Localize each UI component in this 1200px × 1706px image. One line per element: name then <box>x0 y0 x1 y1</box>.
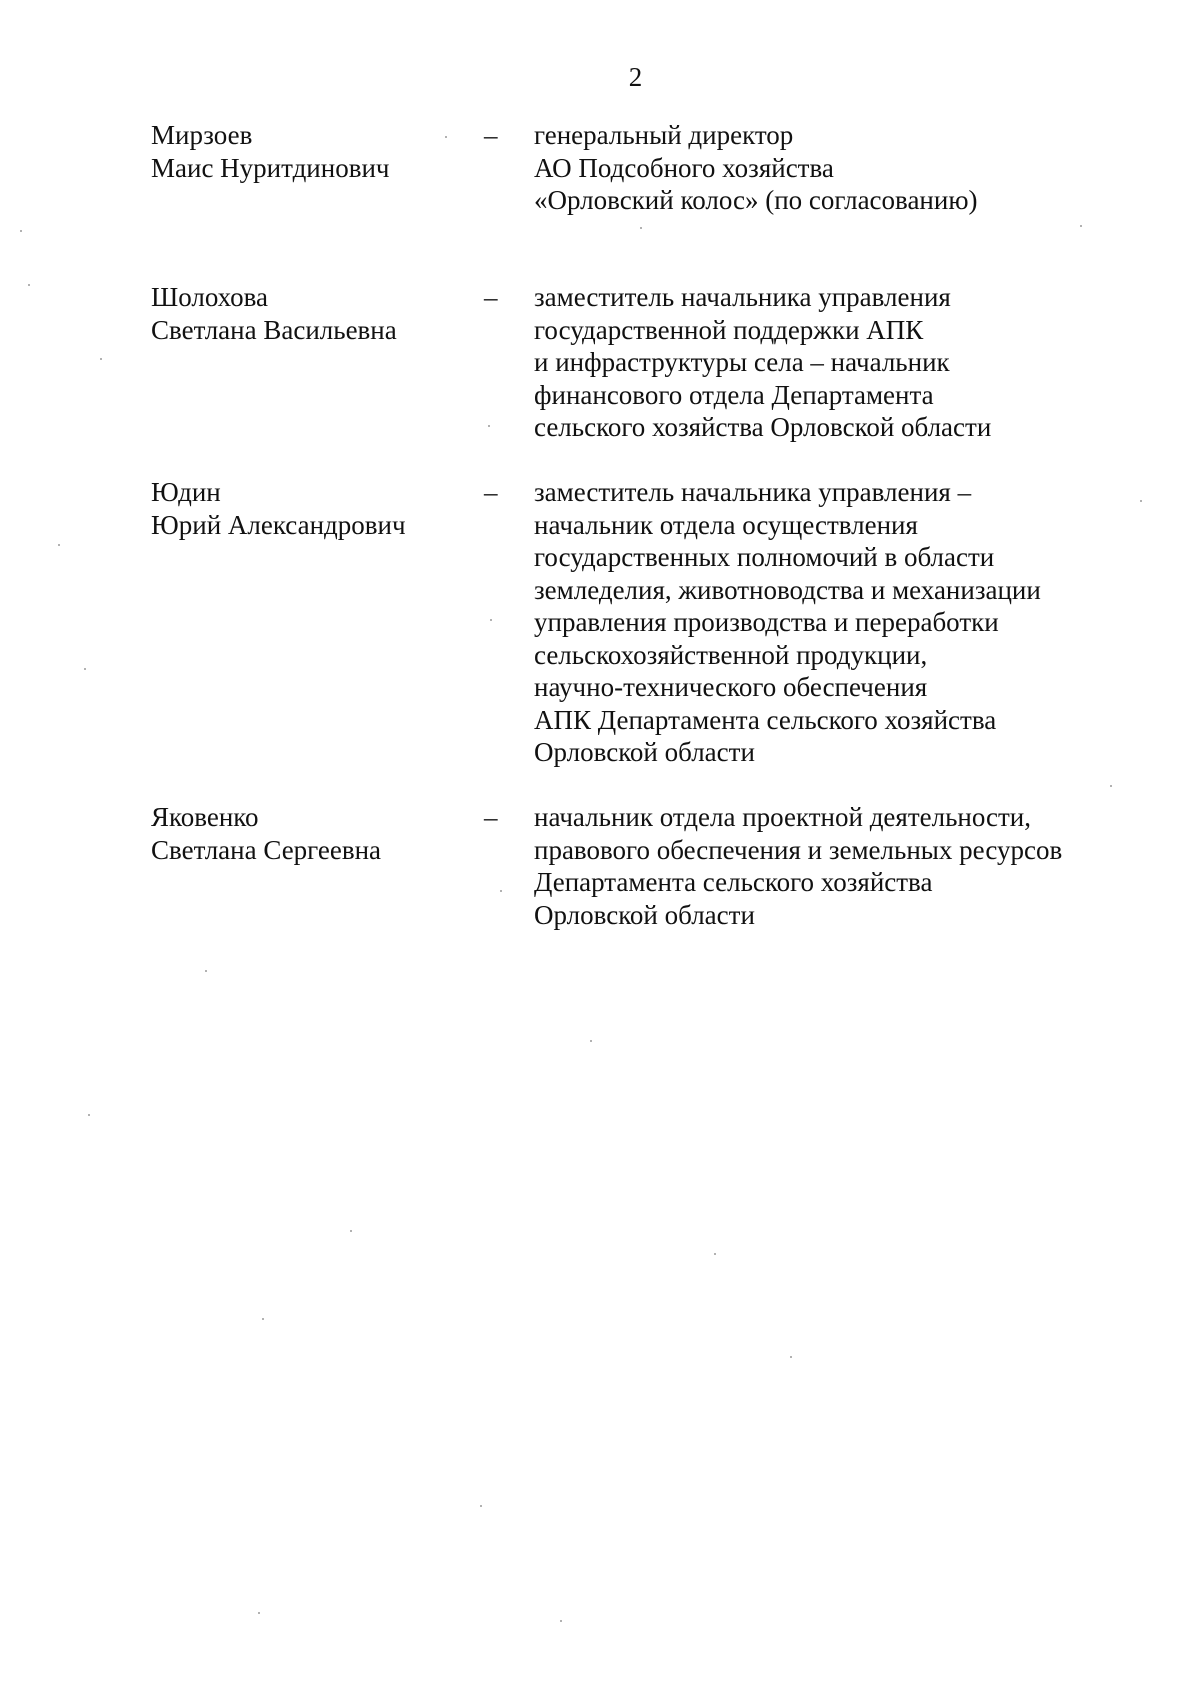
member-name <box>151 281 451 346</box>
scan-speck <box>350 1230 352 1232</box>
member-surname: Шолохова <box>151 282 269 312</box>
scan-speck <box>590 1040 592 1042</box>
member-given-names: Юрий Александрович <box>151 509 406 540</box>
position-line: «Орловский колос» (по согласованию) <box>534 185 978 215</box>
scan-speck <box>20 230 22 232</box>
member-surname: Яковенко <box>151 802 259 832</box>
position-line: научно-технического обеспечения <box>534 672 928 702</box>
member-dash: – <box>484 120 498 150</box>
member-position <box>534 119 1094 217</box>
scan-speck <box>262 1318 264 1320</box>
scan-speck <box>100 358 102 360</box>
position-line: Орловской области <box>534 737 755 767</box>
scan-speck <box>58 544 60 546</box>
scan-speck <box>490 619 492 621</box>
position-line: Департамента сельского хозяйства <box>534 867 933 897</box>
scan-speck <box>480 1505 482 1507</box>
position-line: управления производства и переработки <box>534 607 999 637</box>
member-position <box>534 476 1094 769</box>
page-number: 2 <box>628 62 643 92</box>
member-name <box>151 476 451 541</box>
scan-speck <box>1110 785 1112 787</box>
member-given-names: Светлана Сергеевна <box>151 834 382 865</box>
scan-speck <box>560 1620 562 1622</box>
scan-speck <box>258 1612 260 1614</box>
scan-speck <box>714 1253 716 1255</box>
member-given-names: Маис Нуритдинович <box>151 152 390 183</box>
member-surname: Мирзоев <box>151 120 253 150</box>
position-line: генеральный директор <box>534 120 794 150</box>
scan-speck <box>640 227 642 229</box>
member-name <box>151 801 451 866</box>
member-position <box>534 801 1094 931</box>
position-line: государственной поддержки АПК <box>534 314 924 345</box>
scan-speck <box>84 668 86 670</box>
position-line: начальник отдела проектной деятельности, <box>534 802 1032 832</box>
position-line: заместитель начальника управления – <box>534 477 972 507</box>
position-line: заместитель начальника управления <box>534 282 951 312</box>
position-line: правового обеспечения и земельных ресурсов <box>534 834 1063 865</box>
scan-speck <box>445 136 447 138</box>
scan-speck <box>1140 500 1142 502</box>
position-line: АПК Департамента сельского хозяйства <box>534 704 997 735</box>
member-dash: – <box>484 477 498 507</box>
scan-speck <box>500 890 502 892</box>
position-line: начальник отдела осуществления <box>534 509 918 540</box>
member-given-names: Светлана Васильевна <box>151 314 397 345</box>
scan-speck <box>28 284 30 286</box>
member-dash: – <box>484 802 498 832</box>
position-line: государственных полномочий в области <box>534 542 995 572</box>
scan-speck <box>1080 225 1082 227</box>
scan-speck <box>205 970 207 972</box>
scan-speck <box>88 1114 90 1116</box>
position-line: сельскохозяйственной продукции, <box>534 639 928 670</box>
scan-speck <box>790 1356 792 1358</box>
position-line: земледелия, животноводства и механизации <box>534 574 1041 605</box>
position-line: АО Подсобного хозяйства <box>534 152 834 183</box>
member-dash: – <box>484 282 498 312</box>
member-surname: Юдин <box>151 477 221 507</box>
position-line: финансового отдела Департамента <box>534 379 934 410</box>
member-position <box>534 281 1094 444</box>
position-line: и инфраструктуры села – начальник <box>534 347 950 377</box>
position-line: сельского хозяйства Орловской области <box>534 412 992 442</box>
member-name <box>151 119 451 184</box>
position-line: Орловской области <box>534 899 755 930</box>
scan-speck <box>488 425 490 427</box>
